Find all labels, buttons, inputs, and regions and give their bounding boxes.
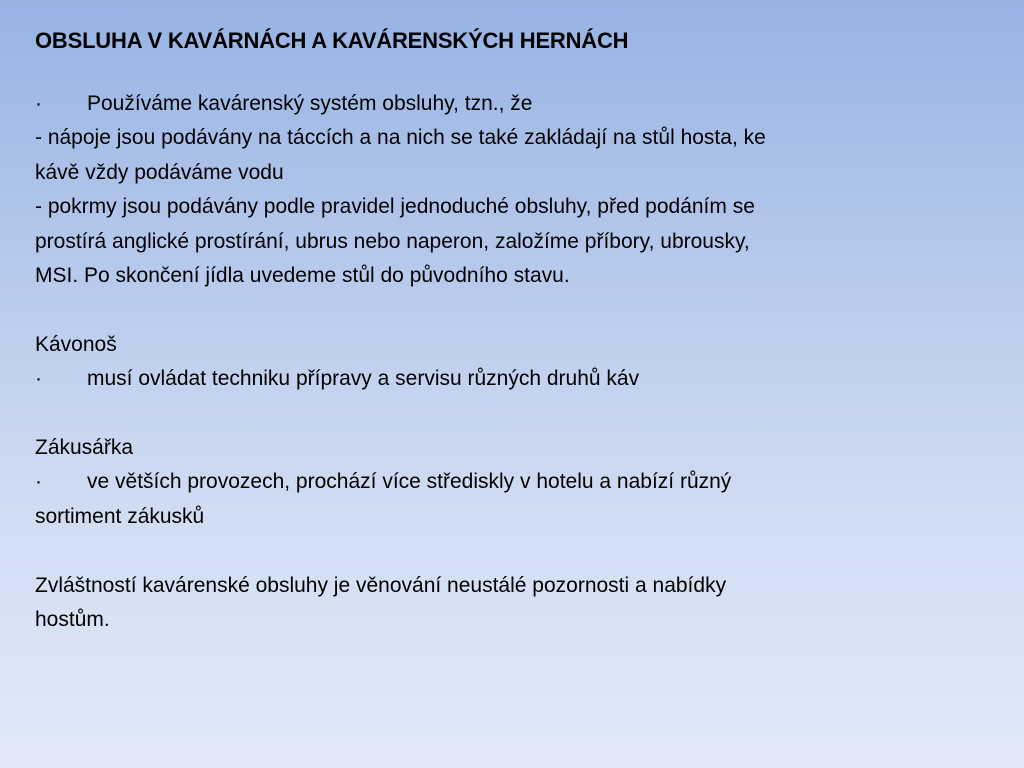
food-line-3: MSI. Po skončení jídla uvedeme stůl do původního stavu.: [35, 264, 570, 288]
bullet-icon: ·: [35, 470, 42, 494]
spacer: [35, 293, 960, 327]
kavonos-bullet-item: [35, 362, 960, 396]
slide-body: [35, 87, 960, 637]
intro-bullet-item: [35, 87, 960, 121]
closing-line-2: hostům.: [35, 608, 110, 632]
drinks-line-2: kávě vždy podáváme vodu: [35, 160, 284, 184]
kavonos-bullet-text: musí ovládat techniku přípravy a servisu různých druhů káv: [87, 367, 640, 391]
spacer: [35, 534, 960, 568]
closing-line-1: Zvláštností kavárenské obsluhy je věnování neustálé pozornosti a nabídky: [35, 573, 727, 597]
spacer: [35, 397, 960, 431]
food-line-2: prostírá anglické prostírání, ubrus nebo naperon, založíme příbory, ubrousky,: [35, 229, 750, 253]
zakusarka-heading: Zákusářka: [35, 436, 134, 460]
zakusarka-bullet-text: ve větších provozech, prochází více střediskly v hotelu a nabízí různý: [87, 470, 732, 494]
intro-bullet-text: Používáme kavárenský systém obsluhy, tzn., že: [87, 92, 533, 115]
kavonos-heading: Kávonoš: [35, 332, 117, 356]
bullet-icon: ·: [35, 367, 42, 391]
drinks-line-1: - nápoje jsou podávány na táccích a na nich se také zakládají na stůl hosta, ke: [35, 126, 766, 150]
food-line-1: - pokrmy jsou podávány podle pravidel jednoduché obsluhy, před podáním se: [35, 195, 755, 219]
slide-title: OBSLUHA V KAVÁRNÁCH A KAVÁRENSKÝCH HERNÁCH: [35, 28, 629, 53]
zakusarka-bullet-item: [35, 465, 960, 499]
bullet-icon: ·: [35, 92, 42, 115]
zakusarka-line-2: sortiment zákusků: [35, 504, 205, 528]
